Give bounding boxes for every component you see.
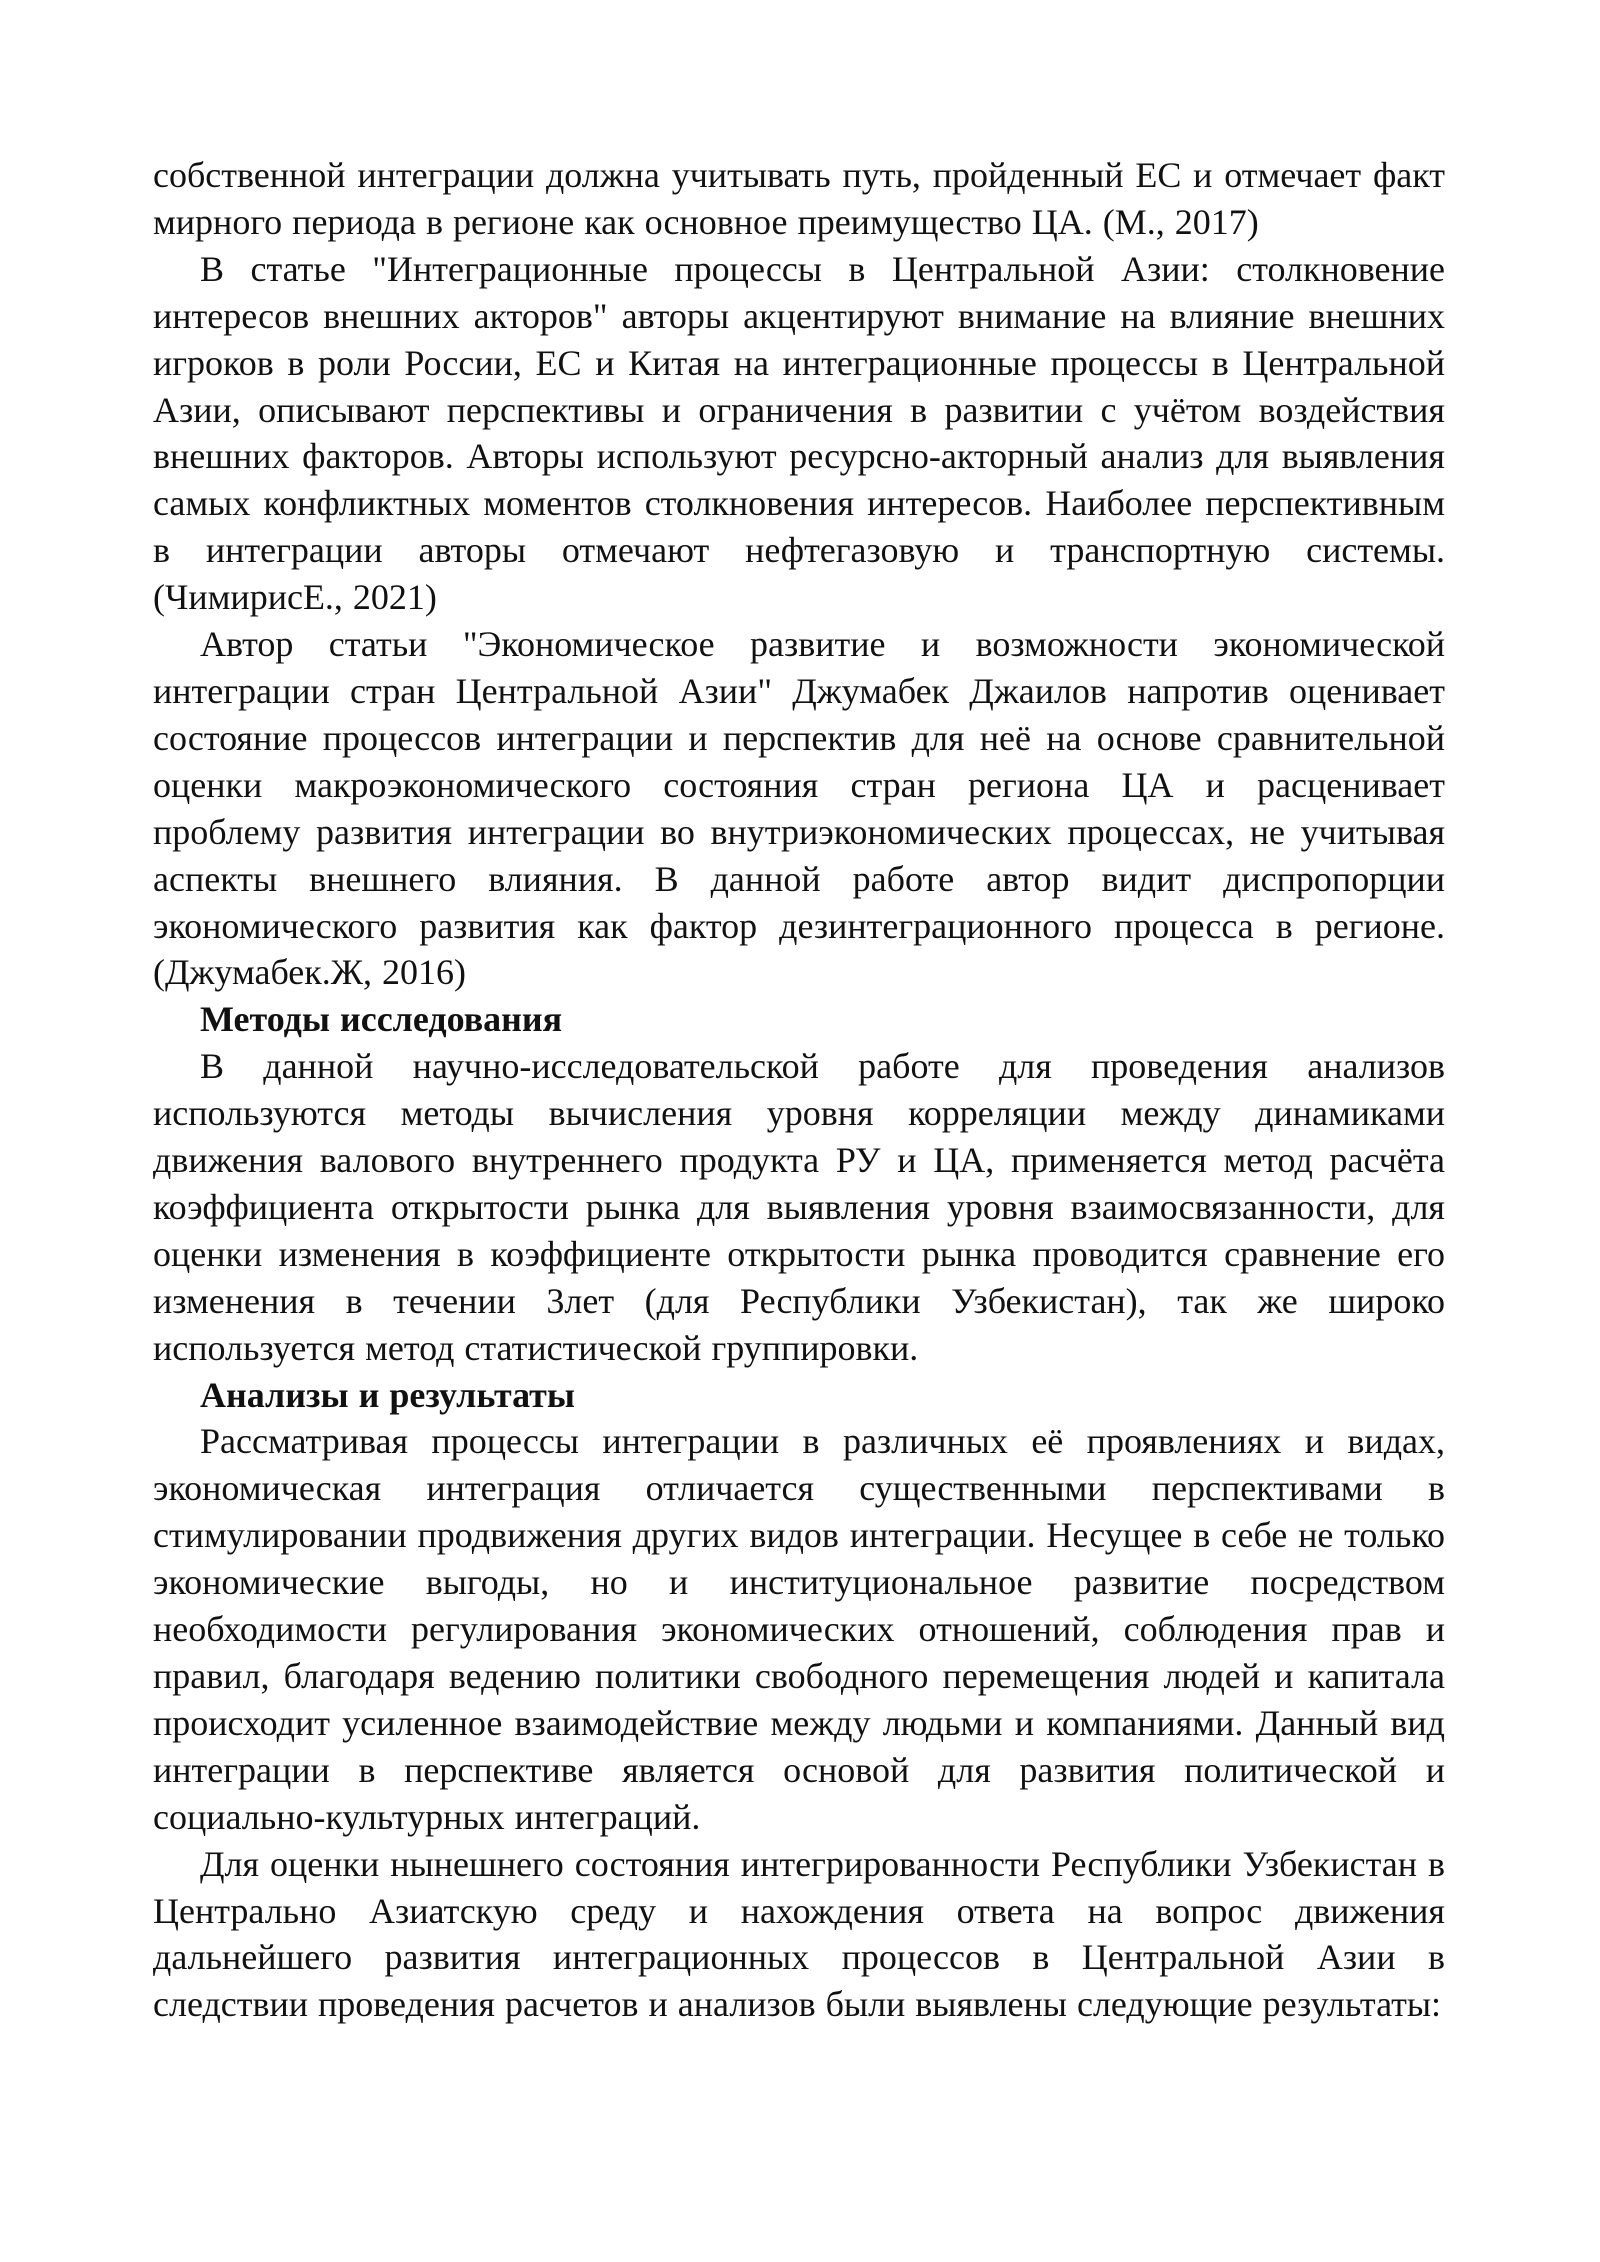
paragraph-article-jumabek: Автор статьи "Экономическое развитие и возможности экономической интеграции стран Центральной Азии" Джумабек Джаилов напротив оценивает состояние процессов интеграции и перспектив для неё на основе сравнительной оценки макроэкономического состояния стран региона ЦА и расценивает проблему развития интеграции во внутриэкономических процессах, не учитывая аспекты внешнего влияния. В данной работе автор видит диспропорции экономического развития как фактор дезинтеграционного процесса в регионе. (Джумабек.Ж, 2016): [153, 624, 1445, 993]
paragraph-article-chimiris: В статье "Интеграционные процессы в Центральной Азии: столкновение интересов внешних акторов" авторы акцентируют внимание на влияние внешних игроков в роли России, ЕС и Китая на интеграционные процессы в Центральной Азии, описывают перспективы и ограничения в развитии с учётом воздействия внешних факторов. Авторы используют ресурсно-акторный анализ для выявления самых конфликтных моментов столкновения интересов. Наиболее перспективным в интеграции авторы отмечают нефтегазовую и транспортную системы. (ЧимирисЕ., 2021): [153, 248, 1445, 618]
paragraph-analysis-integration: Рассматривая процессы интеграции в различных её проявлениях и видах, экономическая интеграция отличается существенными перспективами в стимулировании продвижения других видов интеграции. Несущее в себе не только экономические выгоды, но и институциональное развитие посредством необходимости регулирования экономических отношений, соблюдения прав и правил, благодаря ведению политики свободного перемещения людей и капитала происходит усиленное взаимодействие между людьми и компаниями. Данный вид интеграции в перспективе является основой для развития политической и социально-культурных интеграций.: [153, 1421, 1445, 1837]
paragraph-methods: В данной научно-исследовательской работе для проведения анализов используются методы вычисления уровня корреляции между динамиками движения валового внутреннего продукта РУ и ЦА, применяется метод расчёта коэффициента открытости рынка для выявления уровня взаимосвязанности, для оценки изменения в коэффициенте открытости рынка проводится сравнение его изменения в течении 3лет (для Республики Узбекистан), так же широко используется метод статистической группировки.: [153, 1046, 1445, 1368]
section-heading-analysis-results: Анализы и результаты: [200, 1374, 575, 1415]
paragraph-assessment-uzbekistan: Для оценки нынешнего состояния интегрированности Республики Узбекистан в Центрально Азиатскую среду и нахождения ответа на вопрос движения дальнейшего развития интеграционных процессов в Центральной Азии в следствии проведения расчетов и анализов были выявлены следующие результаты:: [153, 1843, 1445, 2025]
section-heading-methods: Методы исследования: [200, 999, 563, 1040]
paragraph-continuation: собственной интеграции должна учитывать путь, пройденный ЕС и отмечает факт мирного периода в регионе как основное преимущество ЦА. (М., 2017): [153, 155, 1445, 242]
